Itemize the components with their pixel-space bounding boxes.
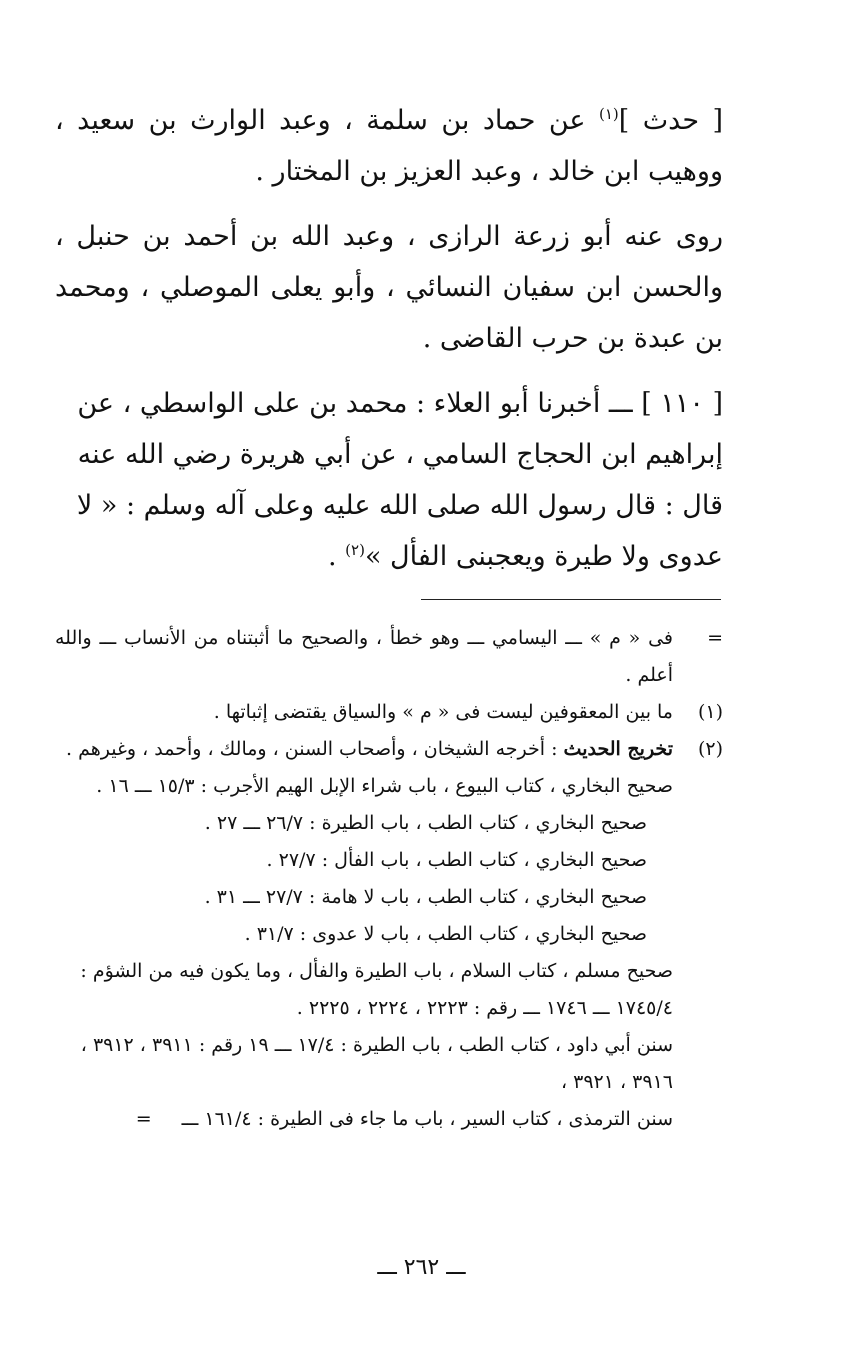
reference-line: صحيح البخاري ، كتاب البيوع ، باب شراء الإبل الهيم الأجرب : ١٥/٣ ـــ ١٦ . (96, 775, 673, 797)
footnote-marker: (٢) (697, 738, 723, 760)
footnote-label: تخريج الحديث (563, 738, 673, 760)
hadith-end: . (328, 541, 346, 572)
reference-line: صحيح البخاري ، كتاب الطب ، باب لا هامة : ٢٧/٧ ـــ ٣١ . (204, 886, 647, 908)
reference-line: صحيح مسلم ، كتاب السلام ، باب الطيرة والفأل ، وما يكون فيه من الشؤم : ١٧٤٥/٤ ـــ ١٧٤٦ ـــ رقم : ٢٢٢٣ ، ٢٢٢٤ ، ٢٢٢٥ . (80, 960, 673, 1019)
paragraph-text: عن حماد بن سلمة ، وعبد الوارث بن سعيد ، ووهيب ابن خالد ، وعبد العزيز بن المختار . (55, 105, 723, 187)
footnote-continuation (55, 620, 723, 694)
bracket-heading: [ حدث ] (618, 105, 723, 136)
footnote-separator (421, 599, 721, 600)
footnote-2 (55, 731, 723, 768)
reference-line: صحيح البخاري ، كتاب الطب ، باب لا عدوى : ٣١/٧ . (244, 923, 647, 945)
continuation-marker: = (707, 627, 723, 649)
reference-line: سنن أبي داود ، كتاب الطب ، باب الطيرة : ١٧/٤ ـــ ١٩ رقم : ٣٩١١ ، ٣٩١٢ ، ٣٩١٦ ، ٣٩٢١ ، (80, 1034, 673, 1093)
footnote-text: فى « م » ـــ اليسامي ـــ وهو خطأ ، والصحيح ما أثبتناه من الأنساب ـــ والله أعلم . (55, 627, 673, 686)
footnote-text: ما بين المعقوفين ليست فى « م » والسياق يقتضى إثباتها . (213, 701, 673, 723)
reference-text: سنن الترمذى ، كتاب السير ، باب ما جاء فى الطيرة : ١٦١/٤ ـــ (181, 1108, 673, 1130)
main-text (55, 95, 723, 596)
reference-line: صحيح البخاري ، كتاب الطب ، باب الطيرة : ٢٦/٧ ـــ ٢٧ . (204, 812, 647, 834)
reference-line-last (55, 1101, 723, 1138)
paragraph-narrators (55, 95, 723, 197)
footnote-1 (55, 694, 723, 731)
reference-line: صحيح البخاري ، كتاب الطب ، باب الفأل : ٢٧/٧ . (266, 849, 647, 871)
footnotes (55, 620, 723, 1138)
continued-marker: = (135, 1108, 152, 1130)
footnote-ref-2: (٢) (345, 541, 365, 559)
footnote-text: : أخرجه الشيخان ، وأصحاب السنن ، ومالك ، وأحمد ، وغيرهم . (66, 738, 564, 760)
page-number: ـــ ٢٦٢ ـــ (377, 1255, 466, 1280)
paragraph-hadith-110 (55, 378, 723, 582)
paragraph-students: روى عنه أبو زرعة الرازى ، وعبد الله بن أحمد بن حنبل ، والحسن ابن سفيان النسائي ، وأبو يعلى الموصلي ، ومحمد بن عبدة بن حرب القاضى . (55, 221, 723, 354)
hadith-text: [ ١١٠ ] ـــ أخبرنا أبو العلاء : محمد بن على الواسطي ، عن إبراهيم ابن الحجاج السامي ، عن أبي هريرة رضي الله عنه قال : قال رسول الله صلى الله عليه وعلى آله وسلم : « لا عدوى ولا طيرة ويعجبنى الفأل » (76, 388, 723, 572)
footnote-marker: (١) (697, 701, 723, 723)
footnote-ref-1: (١) (598, 105, 619, 123)
